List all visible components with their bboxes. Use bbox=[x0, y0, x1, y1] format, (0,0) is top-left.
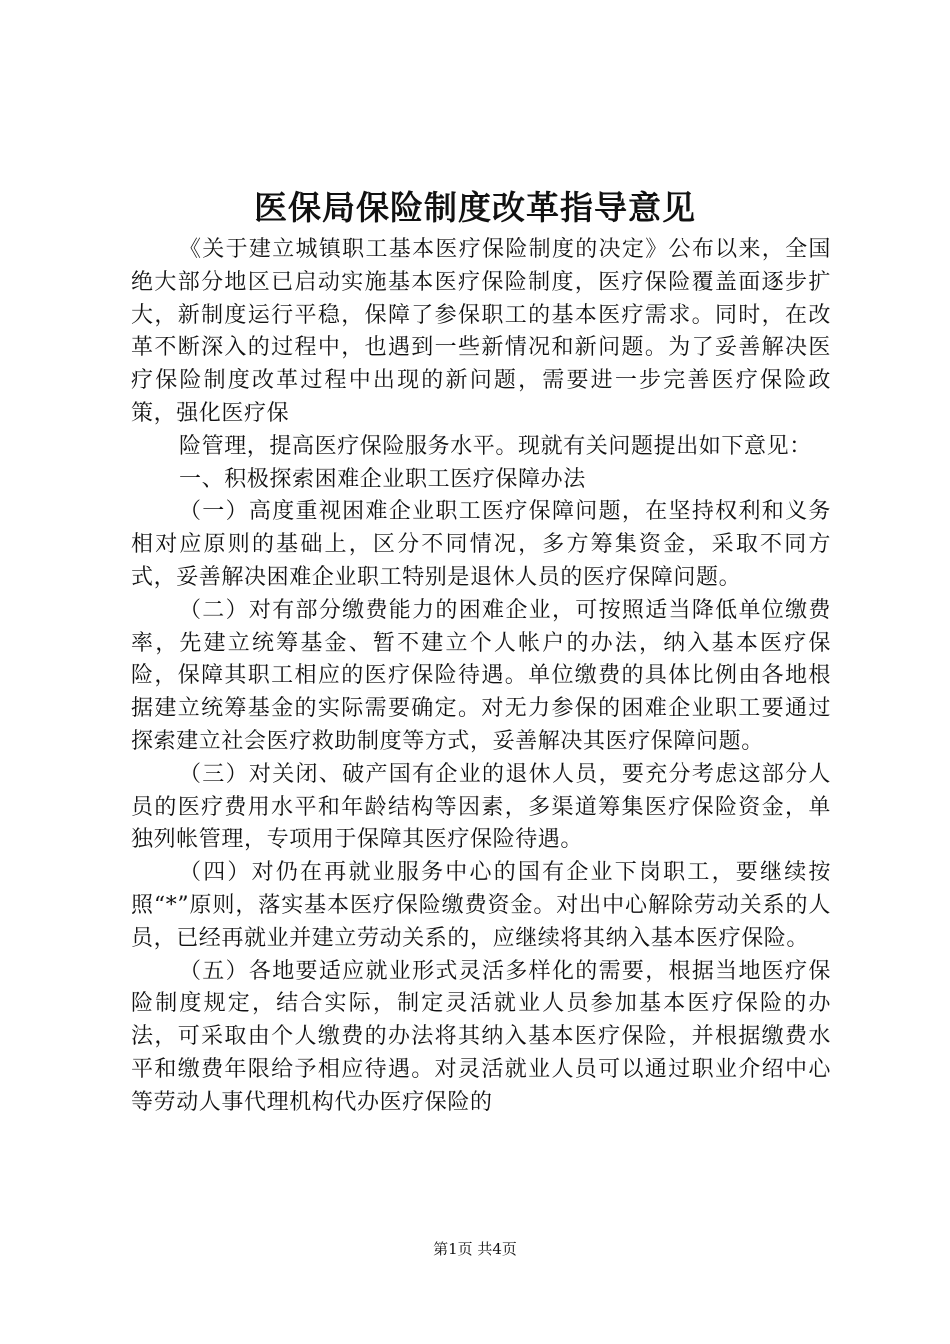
paragraph-item-3: （三）对关闭、破产国有企业的退休人员，要充分考虑这部分人员的医疗费用水平和年龄结构等因素，多渠道筹集医疗保险资金，单独列帐管理，专项用于保障其医疗保险待遇。 bbox=[131, 761, 831, 853]
paragraph-intro-continued: 险管理，提高医疗保险服务水平。现就有关问题提出如下意见： bbox=[179, 433, 812, 459]
section-heading-1: 一、积极探索困难企业职工医疗保障办法 bbox=[179, 466, 586, 492]
document-title: 医保局保险制度改革指导意见 bbox=[254, 188, 696, 227]
paragraph-item-1: （一）高度重视困难企业职工医疗保障问题，在坚持权利和义务相对应原则的基础上，区分不同情况，多方筹集资金，采取不同方式，妥善解决困难企业职工特别是退休人员的医疗保障问题。 bbox=[131, 499, 831, 590]
paragraph-intro: 《关于建立城镇职工基本医疗保险制度的决定》公布以来，全国绝大部分地区已启动实施基本医疗保险制度，医疗保险覆盖面逐步扩大，新制度运行平稳，保障了参保职工的基本医疗需求。同时，在改革不断深入的过程中，也遇到一些新情况和新问题。为了妥善解决医疗保险制度改革过程中出现的新问题，需要进一步完善医疗保险政策，强化医疗保 bbox=[131, 237, 831, 426]
document-body bbox=[131, 234, 831, 1120]
paragraph-item-4: （四）对仍在再就业服务中心的国有企业下岗职工，要继续按照“*”原则，落实基本医疗保险缴费资金。对出中心解除劳动关系的人员，已经再就业并建立劳动关系的，应继续将其纳入基本医疗保险。 bbox=[131, 860, 831, 951]
paragraph-item-5: （五）各地要适应就业形式灵活多样化的需要，根据当地医疗保险制度规定，结合实际，制定灵活就业人员参加基本医疗保险的办法，可采取由个人缴费的办法将其纳入基本医疗保险，并根据缴费水平和缴费年限给予相应待遇。对灵活就业人员可以通过职业介绍中心等劳动人事代理机构代办医疗保险的 bbox=[131, 958, 831, 1115]
page-footer: 第1页 共4页 bbox=[433, 1240, 517, 1258]
paragraph-item-2: （二）对有部分缴费能力的困难企业，可按照适当降低单位缴费率，先建立统筹基金、暂不建立个人帐户的办法，纳入基本医疗保险，保障其职工相应的医疗保险待遇。单位缴费的具体比例由各地根据建立统筹基金的实际需要确定。对无力参保的困难企业职工要通过探索建立社会医疗救助制度等方式，妥善解决其医疗保障问题。 bbox=[131, 597, 831, 754]
